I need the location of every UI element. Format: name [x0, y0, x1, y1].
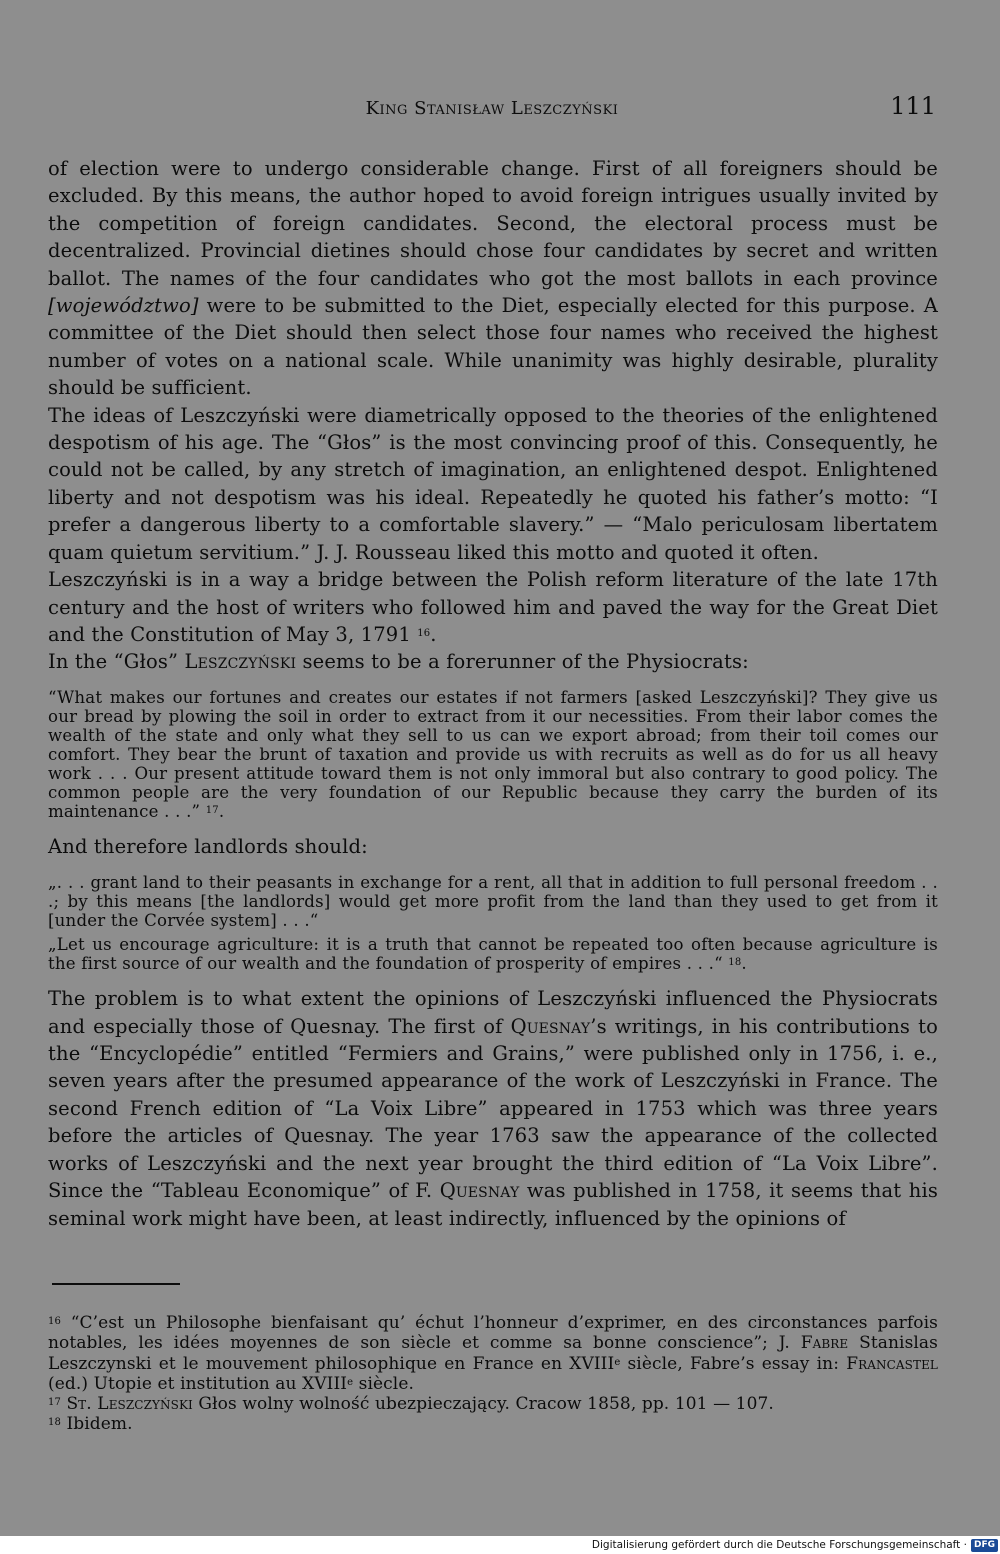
paragraph-quesnay: [48, 985, 938, 1232]
footnote-ref-16: 16: [417, 627, 431, 639]
author-name: St. Leszczyński: [60, 1394, 193, 1415]
quote-text: „Let us encourage agriculture: it is a truth that cannot be repeated too often because agriculture is the first source of our wealth and the foundation of prosperity of empires . . .“: [48, 935, 938, 974]
paragraph-text: were to be submitted to the Diet, especially elected for this purpose. A committee of the Diet should then select those four names who received the highest number of votes on a national scale. While unanimity was highly desirable, plurality should be sufficient.: [48, 294, 938, 400]
paragraph-landlords: And therefore landlords should:: [48, 835, 368, 859]
author-name: Francastel: [846, 1353, 939, 1374]
paragraph-end: .: [430, 622, 437, 646]
footnote-text: Ibidem.: [60, 1414, 133, 1435]
author-name: Quesnay: [510, 1014, 591, 1038]
author-name: Quesnay: [439, 1179, 520, 1203]
polish-term: [województwo]: [48, 294, 199, 318]
dfg-logo-icon: DFG: [971, 1539, 998, 1552]
paragraph-text: ’s writings, in his contributions to the “Encyclopédie” entitled “Fermiers and Grains,” were published only in 1756, i. e., seven years after the presumed appearance of the work of Leszczyński in France. The second French edition of “La Voix Libre” appeared in 1753 which was three years before the articles of Quesnay. The year 1763 saw the appearance of the collected works of Leszczyński and the next year brought the third edition of “La Voix Libre”. Since the “Tableau Economique” of F.: [48, 1014, 938, 1203]
paragraph-text: was published in 1758, it seems that his seminal work might have been, at least indirectly, influenced by the opinions of: [48, 1179, 938, 1230]
paragraph-physiocrats: [48, 648, 938, 675]
paragraph-bridge: [48, 566, 938, 648]
superscript: e: [614, 1356, 621, 1368]
paragraph-ideas: The ideas of Leszczyński were diametrically opposed to the theories of the enlightened despotism of his age. The “Głos” is the most convincing proof of this. Consequently, he could not be called, by any stretch of imagination, an enlightened despot. Enlightened liberty and not despotism was his ideal. Repeatedly he quoted his father’s motto: “I prefer a dangerous liberty to a comfortable slavery.” — “Malo periculosam libertatem quam quietum servitium.” J. J. Rousseau liked this motto and quoted it often.: [48, 403, 938, 564]
main-text: [48, 155, 938, 1232]
funding-credit: [592, 1538, 998, 1552]
paragraph-text: In the “Głos”: [48, 650, 185, 674]
paragraph-text: of election were to undergo considerable change. First of all foreigners should be excluded. By this means, the author hoped to avoid foreign intrigues usually invited by the competition of foreign candidates. Second, the electoral process must be decentralized. Provincial dietines should chose four candidates by secret and written ballot. The names of the four candidates who got the most ballots in each province: [48, 157, 938, 290]
author-name: Leszczyński: [184, 650, 297, 674]
footnote-text: “C’est un Philosophe bienfaisant qu’ échut l’honneur d’exprimer, en des circonstances parfois notables, les idées moyennes de son siècle et comme sa bonne conscience”; J.: [48, 1313, 938, 1354]
footnote-divider: [52, 1283, 180, 1285]
block-quote-land: „. . . grant land to their peasants in exchange for a rent, all that in addition to full personal freedom . . .; by this means [the landlords] would get more profit from the land than they used to get from it [under the Corvée system] . . .“: [48, 872, 938, 930]
footnote-ref-17: 17: [205, 805, 219, 817]
running-head: King Stanisław Leszczyński: [365, 98, 619, 119]
quote-end: .: [741, 954, 747, 974]
footnote-number: 16: [48, 1316, 61, 1327]
footnotes: [48, 1313, 938, 1435]
paragraph-text: Leszczyński is in a way a bridge between the Polish reform literature of the late 17th century and the host of writers who followed him and paved the way for the Great Diet and the Constitution of May 3, 1791: [48, 568, 938, 646]
quote-end: .: [218, 802, 225, 822]
paragraph-text: seems to be a forerunner of the Physiocrats:: [296, 650, 749, 674]
paragraph-election: [48, 155, 938, 402]
footnote-text: (ed.) Utopie et institution au XVIII: [48, 1373, 348, 1394]
block-quote-agriculture: [48, 935, 938, 973]
footnote-18: [48, 1414, 938, 1434]
quote-text: “What makes our fortunes and creates our estates if not farmers [asked Leszczyński]? They give us our bread by plowing the soil in order to extract from it our necessities. From their labor comes the wealth of the state and only what they sell to us can we export abroad; from their toil comes our comfort. They bear the brunt of taxation and provide us with recruits as well as do for us all heavy work . . . Our present attitude toward them is not only immoral but also contrary to good policy. The common people are the very foundation of our Republic because they carry the burden of its maintenance . . .”: [48, 687, 938, 822]
footnote-number: 17: [48, 1397, 61, 1409]
footnote-17: [48, 1394, 938, 1414]
footnote-16: [48, 1313, 938, 1394]
block-quote-farmers: [48, 688, 938, 822]
funding-text: Digitalisierung gefördert durch die Deutsche Forschungsgemeinschaft ·: [591, 1539, 967, 1551]
superscript: e: [347, 1376, 354, 1388]
footnote-ref-18: 18: [728, 957, 742, 969]
paragraph-text: The problem is to what extent the opinions of Leszczyński influenced the Physiocrats and especially those of Quesnay. The first of: [48, 987, 938, 1038]
page-number: 111: [890, 92, 936, 120]
footnote-text: siècle, Fabre’s essay in:: [620, 1353, 847, 1374]
author-name: Fabre: [800, 1333, 849, 1354]
page-header: [48, 92, 936, 128]
footnote-number: 18: [48, 1417, 61, 1429]
footnote-text: Stanislas Leszczynski et le mouvement philosophique en France en XVIII: [48, 1333, 938, 1374]
footnote-text: Głos wolny wolność ubezpieczający. Cracow 1858, pp. 101 — 107.: [192, 1394, 774, 1415]
footnote-text: siècle.: [353, 1373, 415, 1394]
